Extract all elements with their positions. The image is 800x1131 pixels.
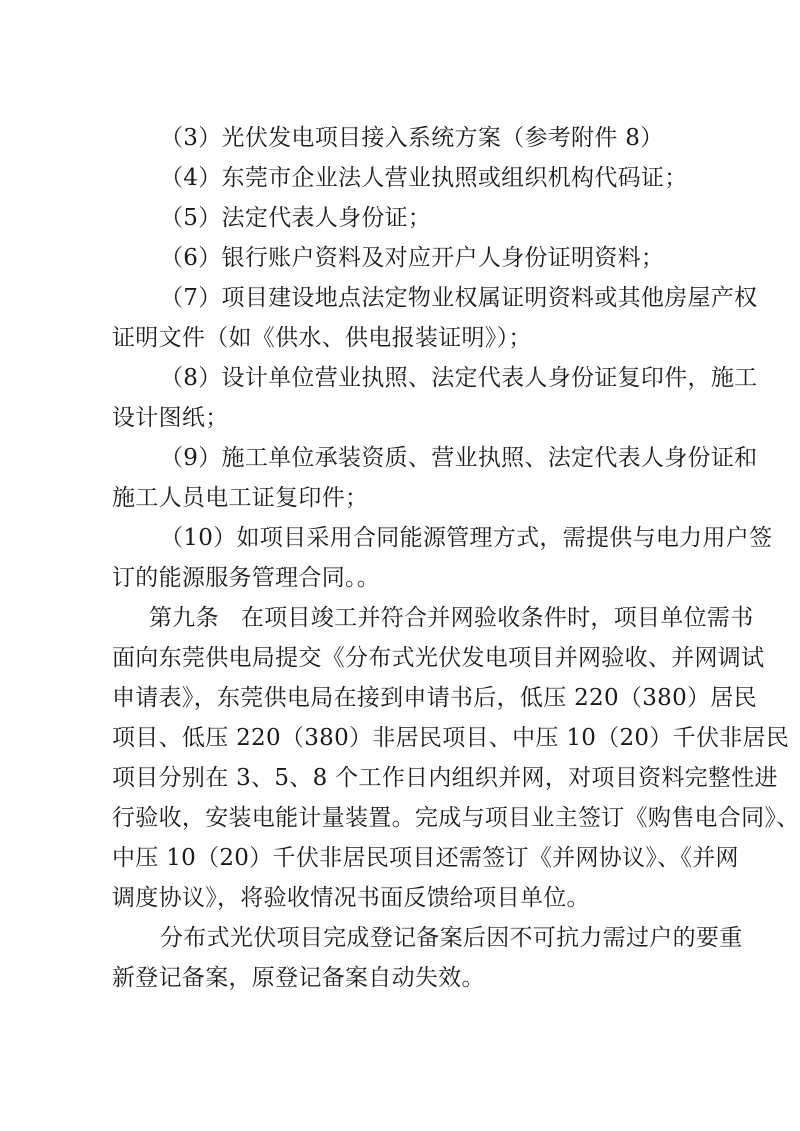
article-nine-line: 中压 10（20）千伏非居民项目还需签订《并网协议》、《并网 <box>112 845 739 871</box>
list-item-3: （3）光伏发电项目接入系统方案（参考附件 8） <box>160 125 664 151</box>
list-item-7-continuation: 证明文件（如《供水、供电报装证明》）； <box>112 325 532 351</box>
list-item-5: （5）法定代表人身份证； <box>160 205 432 231</box>
article-nine-text: 在项目竣工并符合并网验收条件时，项目单位需书 <box>240 605 754 631</box>
list-item-9: （9）施工单位承装资质、营业执照、法定代表人身份证和 <box>160 445 758 471</box>
article-nine-line: 项目分别在 3、5、8 个工作日内组织并网，对项目资料完整性进 <box>112 765 778 791</box>
list-item-10-continuation: 订的能源服务管理合同。。 <box>112 565 381 591</box>
list-item-9-continuation: 施工人员电工证复印件； <box>112 485 369 511</box>
article-nine-line: 调度协议》，将验收情况书面反馈给项目单位。 <box>112 885 590 911</box>
list-item-4: （4）东莞市企业法人营业执照或组织机构代码证； <box>160 165 688 191</box>
article-nine-line: 申请表》，东莞供电局在接到申请书后，低压 220（380）居民 <box>112 685 757 711</box>
article-nine-line: 行验收，安装电能计量装置。完成与项目业主签订《购售电合同》、 <box>112 805 800 831</box>
article-nine-line: 面向东莞供电局提交《分布式光伏发电项目并网验收、并网调试 <box>112 645 765 671</box>
list-item-6: （6）银行账户资料及对应开户人身份证明资料； <box>160 245 665 271</box>
article-nine-label: 第九条 <box>149 605 219 631</box>
final-paragraph-line: 新登记备案，原登记备案自动失效。 <box>112 965 485 991</box>
final-paragraph-line: 分布式光伏项目完成登记备案后因不可抗力需过户的要重 <box>160 925 743 951</box>
article-nine-first-line <box>0 598 800 638</box>
list-item-7: （7）项目建设地点法定物业权属证明资料或其他房屋产权 <box>160 285 758 311</box>
list-item-10: （10）如项目采用合同能源管理方式，需提供与电力用户签 <box>160 525 773 551</box>
list-item-8: （8）设计单位营业执照、法定代表人身份证复印件，施工 <box>160 365 758 391</box>
article-nine-line: 项目、低压 220（380）非居民项目、中压 10（20）千伏非居民 <box>112 725 790 751</box>
list-item-8-continuation: 设计图纸； <box>112 405 229 431</box>
